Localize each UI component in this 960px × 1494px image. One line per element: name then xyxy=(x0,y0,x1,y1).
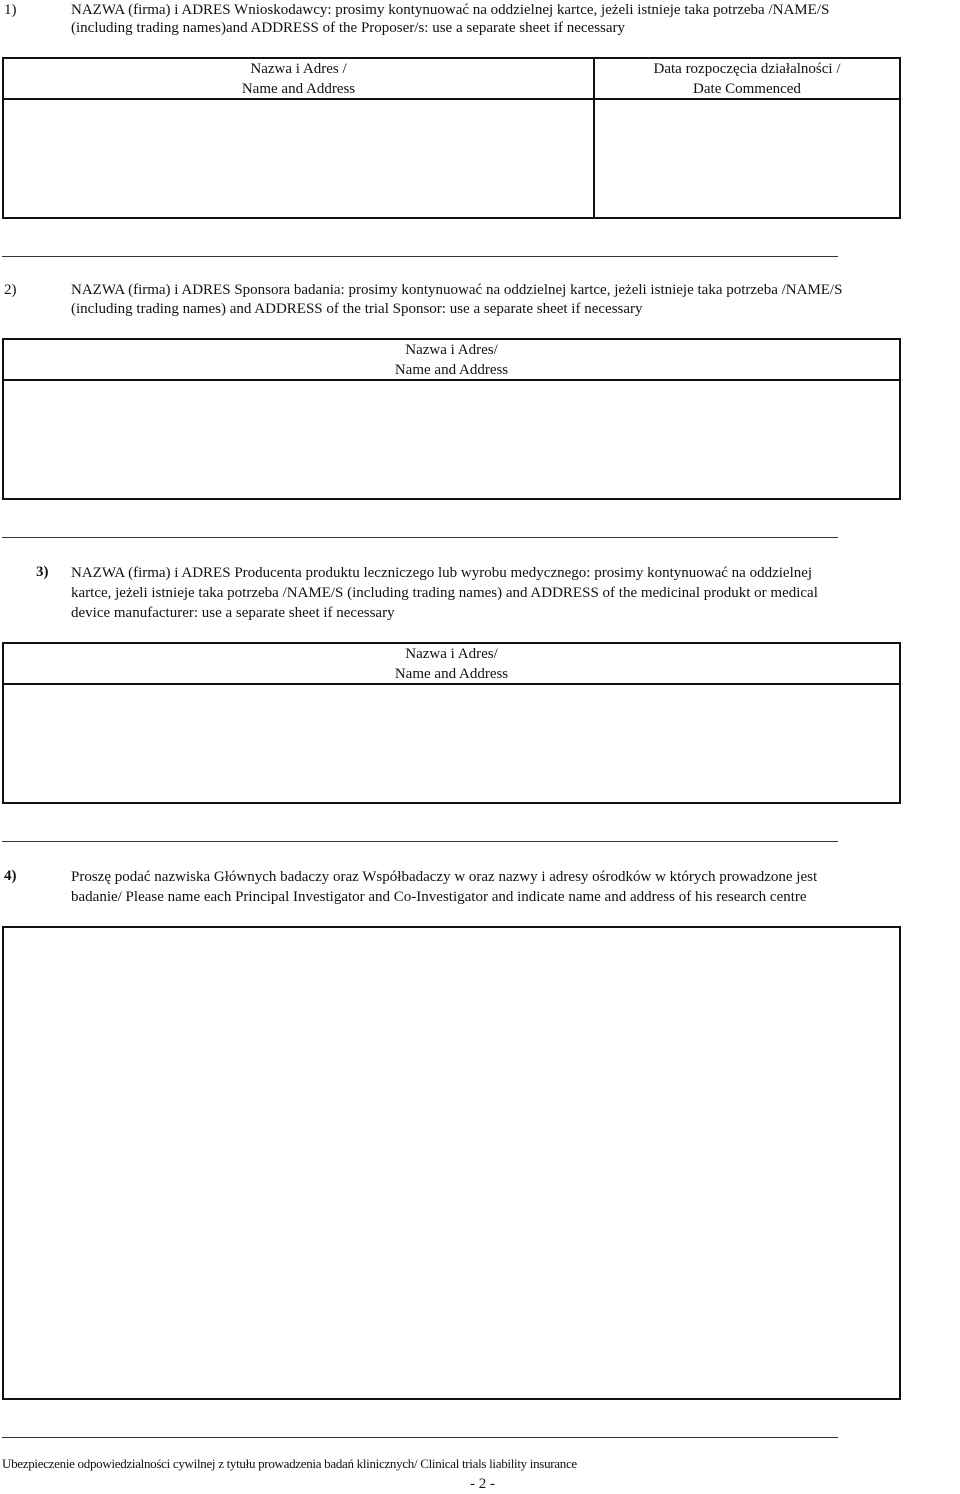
q3-text-line3: device manufacturer: use a separate sheet if necessary xyxy=(71,605,395,621)
q2-separator xyxy=(2,537,838,538)
q2-name-address-field[interactable] xyxy=(4,381,899,498)
q3-text-line1: NAZWA (firma) i ADRES Producenta produktu leczniczego lub wyrobu medycznego: prosimy kontynuować na oddzielnej xyxy=(71,565,813,581)
q4-answer-box[interactable] xyxy=(2,926,901,1400)
q1-table xyxy=(2,57,901,219)
q3-text-line2: kartce, jeżeli istnieje taka potrzeba /NAME/S (including trading names) and ADDRESS of the medicinal produkt or medical xyxy=(71,585,818,601)
q1-header-date-en: Date Commenced xyxy=(693,81,801,97)
q2-text-line1: NAZWA (firma) i ADRES Sponsora badania: prosimy kontynuować na oddzielnej kartce, jeżeli istnieje taka potrzeba /NAME/S xyxy=(71,282,843,298)
q3-header-name-address-en: Name and Address xyxy=(394,666,509,682)
q2-text-line2: (including trading names) and ADDRESS of the trial Sponsor: use a separate sheet if necessary xyxy=(71,301,643,317)
footer-separator xyxy=(2,1437,838,1438)
q1-header-name-address-en: Name and Address xyxy=(241,81,356,97)
footer-text: Ubezpieczenie odpowiedzialności cywilnej z tytułu prowadzenia badań klinicznych/ Clinical trials liability insurance xyxy=(2,1456,577,1471)
q4-text-line2: badanie/ Please name each Principal Investigator and Co-Investigator and indicate name and address of his research centre xyxy=(71,889,807,905)
q3-table-header xyxy=(4,644,899,685)
q1-name-address-field[interactable] xyxy=(4,100,593,217)
q4-text-line1: Proszę podać nazwiska Głównych badaczy oraz Współbadaczy w oraz nazwy i adresy ośrodków w których prowadzone jest xyxy=(71,869,818,885)
q3-header-name-address-pl: Nazwa i Adres/ xyxy=(405,646,498,662)
q2-header-name-address-en: Name and Address xyxy=(394,362,509,378)
q1-text-line2: (including trading names)and ADDRESS of the Proposer/s: use a separate sheet if necessary xyxy=(71,20,626,36)
q1-header-date-commenced xyxy=(595,59,899,98)
q3-name-address-field[interactable] xyxy=(4,685,899,802)
q1-separator xyxy=(2,256,838,257)
q1-table-header xyxy=(4,59,899,100)
q1-header-date-pl: Data rozpoczęcia działalności / xyxy=(653,61,841,77)
q2-header-name-address xyxy=(4,340,899,379)
q4-number: 4) xyxy=(4,868,17,884)
page-number: - 2 - xyxy=(470,1476,495,1492)
q1-text-line1: NAZWA (firma) i ADRES Wnioskodawcy: prosimy kontynuować na oddzielnej kartce, jeżeli istnieje taka potrzeba /NAME/S xyxy=(71,2,830,18)
q3-number: 3) xyxy=(36,564,49,580)
q2-header-name-address-pl: Nazwa i Adres/ xyxy=(405,342,498,358)
q3-table xyxy=(2,642,901,804)
q1-header-name-address-pl: Nazwa i Adres / xyxy=(250,61,347,77)
q2-table xyxy=(2,338,901,500)
q2-number: 2) xyxy=(4,282,17,298)
q3-header-name-address xyxy=(4,644,899,683)
q2-table-header xyxy=(4,340,899,381)
q1-header-name-address xyxy=(4,59,593,98)
q1-date-commenced-field[interactable] xyxy=(595,100,899,217)
q3-separator xyxy=(2,841,838,842)
q1-number: 1) xyxy=(4,2,17,18)
